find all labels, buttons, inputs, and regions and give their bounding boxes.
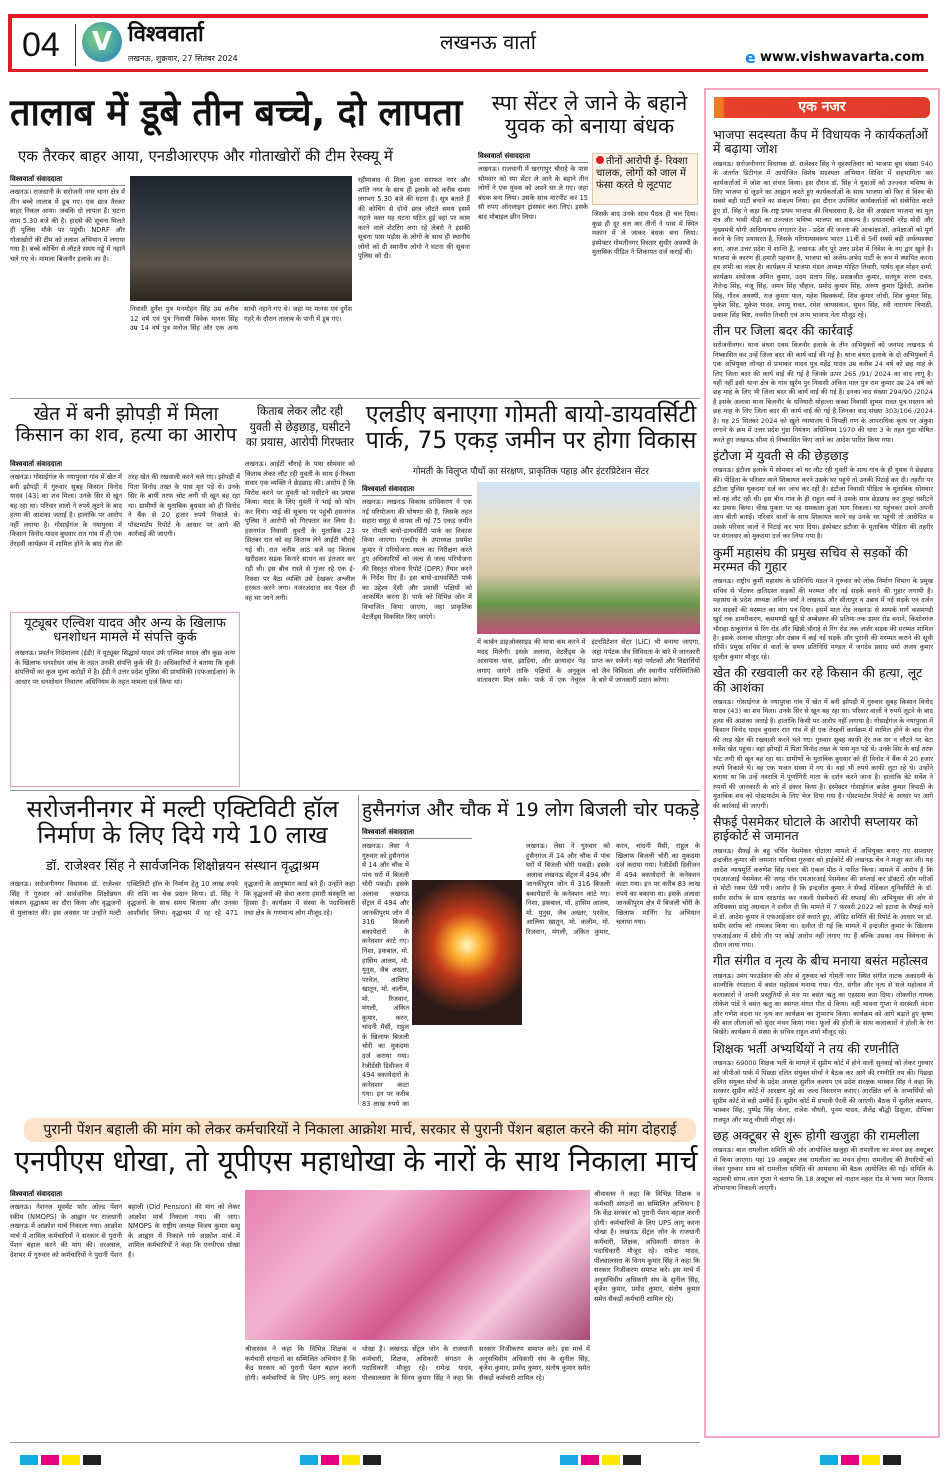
sidebar-article-text: लखनऊ। गोसाईगंज के नयापुरवा गांव में खेत में बनी झोपड़ी में गुरुवार सुबह किसान विनोद यादव (43) का शव मिला। उनके सिर से खून बह रहा था। परिवार वालों ने रुपये लूटने के बाद हत्या की आशंका जताई है। हालांकि किसी पर आरोप नहीं लगाया है। गोसाईगंज के नयापुरवा में किसान विनोद यादव बुधवार रात गांव में ही एक तेरहवीं कार्यक्रम में शामिल होने के बाद रोज की तरह खेत की रखवाली करने चले गए। गुरुवार सुबह काफी देर तक घर न लौटने पर बेटा सर्वेश खेत पहुंचा। वहां झोपड़ी में पिता विनोद तख्त के पास मृत पड़े थे। उनके सिर के बाईं तरफ चोट लगी थी खून बह रहा था। ग्रामीणों के मुताबिक बुधवार को ही विनोद ने बैंक से 20 हजार रुपये निकाले थे। वह एक भजन संध्या में गए थे। वहां भी रुपये काफी लुटा रहे थे। उन्होंने बताया था कि उन्हें नवरात्रि में पूर्णागिरी माता के दर्शन करने जाना है। हालांकि बेटे सर्वेश ने रुपयों की जानकारी के बारे में इंकार किया है। इंस्पेक्टर गोसाईगंज ब्रजेश कुमार त्रिपाठी के मुताबिक शव को पोस्टमार्टम के लिए भेज दिया गया है। पोस्टमार्टम रिपोर्ट के आधार पर आगे की कार्रवाई की जाएगी।	[713, 697, 933, 810]
article-text: निवासी दुर्गेश पुत्र मनमोहन सिंह उम्र करीब 12 वर्ष एवं पुत्र निवासी विवेक मानस सिंह उम्र 14 वर्ष पुत्र मनोज सिंह और एक अन्य साथी नहाने गए थे। जहां पर मानस एवं दुर्गेश गहरे के दौरान तालाब के पानी में डूब गए।	[130, 305, 352, 333]
headline-farmer-body: खेत में बनी झोपड़ी में मिला किसान का शव, हत्या का आरोप	[15, 403, 237, 446]
article-column	[478, 152, 588, 395]
brand-name: विश्ववार्ता	[128, 22, 204, 47]
article-text: लखनऊ। सरोजनीनगर विधायक डॉ. राजेश्वर सिंह ने गुरुवार को सार्वजनिक शिक्षोन्नयन संस्थान वृद्धाश्रम का दौरा किया और वृद्धजनों से मुलाकात की। इस अवसर पर उन्होंने मल्टी एक्टिविटी हॉल के निर्माण हेतु 10 लाख रुपये की राशि का चेक प्रदान किया। डॉ. सिंह ने वृद्धजनों के साथ समय बिताया और उनका आशीर्वाद लिया। वृद्धाश्रम में रह रहे 471 वृद्धजनों के आयुष्मान कार्ड बने हैं। उन्होंने कहा कि वृद्धजनों की सेवा करना हमारी संस्कृति का हिस्सा है। कार्यक्रम में संस्था के पदाधिकारी तथा क्षेत्र के गणमान्य लोग मौजूद रहे।	[10, 880, 355, 917]
byline: विश्ववार्ता संवाददाता	[10, 175, 125, 186]
sidebar-headline: कुर्मी महासंघ की प्रमुख सचिव से सड़कों की मरम्मत की गुहार	[713, 544, 908, 575]
sidebar-headline: भाजपा सदस्यता कैंप में विधायक ने कार्यकर्ताओं में बढ़ाया जोश	[713, 127, 928, 157]
subheadline: एक तैरकर बाहर आया, एनडीआरएफ और गोताखोरों की टीम रेस्क्यू में	[18, 147, 393, 165]
article-text: लखनऊ। प्रवर्तन निदेशालय (ईडी) ने यूट्यूबर सिद्धार्थ यादव उर्फ एल्विश यादव और कुछ अन्य के खिलाफ धनशोधन जांच के तहत उनकी संपत्ति कुर्क की है। अधिकारियों ने बताया कि कुर्क संपत्तियों का कुल मूल्य करोड़ों में है। ईडी ने उत्तर प्रदेश पुलिस की प्राथमिकी (एफआईआर) के आधार पर धनशोधन निवारण अधिनियम के तहत मामला दर्ज किया था।	[15, 649, 235, 686]
red-dot-icon	[596, 156, 604, 164]
sidebar-article-text: लखनऊ। बाल रामलीला समिति की ओर आयोजित खजुहा की रामलीला का मंचन छह अक्टूबर से किया जाएगा। यहां 19 अक्टूबर तक रामलीला का मंचन होगा। रामलीला की तैयारियों को लेकर गुरुवार शाम को रामलीला समिति की आमसभा की बैठक आयोजित की गई। समिति के महामंत्री संगम लाल गुप्ता ने बताया कि 18 अक्टूबर को नादान महल रोड से भव्य भरत मिलाप शोभायात्रा निकाली जाएगी।	[713, 1146, 933, 1193]
article-text: लखनऊ। राजधानी में खरगापुर चौराहे के पास सोमवार को स्पा सेंटर ले जाने के बहाने तीन लोगों ने एक युवक को अपने घर ले गए। जहां बंधक बना लिया। उसके साथ मारपीट कर 15 सौ रुपए ऑनलाइन ट्रांसफर करा लिए। इसके बाद मोबाइल छीन लिया।	[478, 165, 588, 221]
section-title: लखनऊ वार्ता	[440, 30, 536, 54]
article-text: जिसके बाद उनके साथ पैदल ही चल दिया। कुछ ही दूर चल कर तीनों ने पास में स्थित मकान में ले जाकर बंधक बना लिया। इंस्पेक्टर गोमतीनगर विस्तार सुधीर अवस्थी के मुताबिक पीड़ित ने शिकायत दर्ज कराई थी।	[592, 210, 698, 257]
article-text: लखनऊ। लखनऊ विकास प्राधिकरण ने एक नई परियोजना की घोषणा की है, जिसके तहत सहारा समूह से वापस ली गई 75 एकड़ जमीन पर गोमती बायो-डायवर्सिटी पार्क का विकास किया जाएगा। एलडीए के उपाध्यक्ष प्रथमेश कुमार ने परियोजना स्थल का निरीक्षण करते हुए अधिकारियों को जल्द से जल्द परियोजना की विस्तृत योजना रिपोर्ट (DPR) तैयार करने के निर्देश दिए हैं। इस बायो-डायवर्सिटी पार्क का उद्देश्य देसी और प्रवासी पक्षियों को आकर्षित करना है। पार्क को विभिन्न जोन में विभाजित किया जाएगा, जहां प्राकृतिक वेटलैंड्स विकसित किए जाएंगे।	[362, 498, 472, 621]
pull-quote	[592, 153, 698, 205]
article-text: लखनऊ। गोसाईगंज के नयापुरवा गांव में खेत में बनी झोपड़ी में गुरुवार सुबह किसान विनोद यादव (43) का शव मिला। उनके सिर से खून बह रहा था। परिवार वालो ने रुपये लूटने के बाद हत्या की आशंका जताई है। हालांकि पर आरोप नहीं लगाया है। गोसाईगंज के नयापुरवा में किसान विनोद यादव बुधवार रात गांव में ही एक तेरहवीं कार्यक्रम में शामिल होने के बाद रोज की तरह खेत की रखवाली करने चले गए। झोपड़ी में पिता विनोद तख्त के पास मृत पड़े थे। उनके सिर के बायीं तरफ चोट लगी थी खून बह रहा था। ग्रामीणों के मुताबिक बुधवार को ही विनोद ने बैंक से 20 हजार रुपये निकाले थे। पोस्टमार्टम रिपोर्ट के आधार पर आगे की कार्रवाई की जाएगी।	[10, 473, 240, 548]
sidebar-article-text: सरोजनीनगर। थाना बंथरा एवम बिजनौर इलाके के तीन अभियुक्तों को जनपद लखनऊ से निष्कासित कर उन्हें जिला बदर की कार्य वाई की गई है। थाना बंथरा इलाके के दो अभियुक्तों में एक अभियुक्त लोनहा से प्रभाकर यादव पुत्र महेंद्र यादव उम्र करीब 24 वर्ष को छह माह के लिए जिला बदर की कार्य वाई की गई है जिनके ऊपर 265 /91/ 2024 का वाद लागू है। यही नहीं इसी थाना क्षेत्र के गांव खुर्रम पुर निवासी अंकित पाल पुत्र राम कुमार उम्र 24 वर्ष को छह माह के लिए भी जिला बदर की कार्य वाई की गई है। इनका वाद संख्या 294/90 /2024 है इसके अलावा थाना बिजनौर के धनियारी मोहल्ला कस्बा निवासी शुभम रावत पुत्र मस्तान को छह माह के लिए जिला बदर की कार्य वाई की गई है जिनका वाद संख्या 303/106 /2024 है। यह 25 सितंबर 2024 को खुले न्यायालय में विपक्षी गण के आपराधिक कृत्य पर अंकुश लगाने के क्रम में उत्तर प्रदेश गुंडा नियंत्रण अधिनियम 1970 की धारा 3 के तहत गुंडा घोषित करते हुए लखनऊ सीमा से निष्कासित किए जाने का आदेश पारित किया गया।	[713, 341, 933, 444]
sidebar-headline: खेत की रखवाली कर रहे किसान की हत्या, लूट की आशंका	[713, 665, 923, 695]
byline: विश्ववार्ता संवाददाता	[362, 485, 472, 496]
news-photo-power-cable-cutting	[412, 880, 522, 1025]
byline: विश्ववार्ता संवाददाता	[362, 828, 472, 839]
byline: विश्ववार्ता संवाददाता	[10, 1190, 120, 1201]
headline-electricity-theft: हुसैनगंज और चौक में 19 लोग बिजली चोर पकड़े	[362, 799, 700, 821]
edition-date: लखनऊ, शुक्रवार, 27 सितंबर 2024	[128, 54, 238, 63]
sidebar-title: एक नजर	[714, 97, 930, 118]
article-text: लखनऊ। नेशनल मूवमेंट फॉर ओल्ड पेंशन स्कीम (NMOPS) के आह्वान पर राजधानी लखनऊ में आक्रोश मार्च निकाला गया। आक्रोश मार्च में शामिल कर्मचारियों ने सरकार से पुरानी पेंशन बहाल करने की मांग की। दरअसल, देशभर में गुरुवार को कर्मचारियों ने पुरानी पेंशन बहाली (Old Pension) की मांग को लेकर आक्रोश मार्च निकाला गया। की जाए। NMOPS के राष्ट्रीय अध्यक्ष विजय कुमार बन्धु के आह्वान में निकाले गये आक्रोश मार्च में शामिल कर्मचारियों ने कहा कि एनपीएस धोखा है।	[10, 1203, 240, 1259]
boxed-article	[10, 612, 240, 787]
vishwavarta-logo: V	[82, 22, 122, 62]
article-text: श्रीवास्तव ने कहा कि विभिन्न शिक्षक व कर्मचारी संगठनों का सम्मिलित अभियान है कि केंद्र सरकार को पुरानी पेंशन बहाल करनी होगी। कर्मचारियों के लिए UPS लागू करना धोखा है। लखनऊ सेंट्रल जोन के राजधानी कर्मचारी, शिक्षक, अधिकारी संगठन के पदाधिकारी मौजूद रहे। रामेन्द्र यादव, पीलवालसरा के विनय कुमार सिंह ने कहा कि सरकार निजीकरण समाप्त करे। इस मार्च में अनुसचिवीय अधिकारी संघ के सुनील सिंह, बृजेश कुमार, प्रमोद कुमार, संतोष कुमार समेत सैकड़ों कर्मचारी शामिल रहे।	[245, 1345, 590, 1382]
color-registration-marks	[560, 1450, 644, 1469]
article-text: लखनऊ। राजधानी के सरोजनी नगर थाना क्षेत्र में तीन बच्चे तालाब में डूब गए। एक छात्र तैरकर बाहर निकल आया। जबकि दो लापता हैं। घटना शाम 5.30 बजे की है। हादसे की सूचना मिलते ही पुलिस मौके पर पहुंची। NDRF और गोताखोरों की टीम को तलाश अभियान में लगाया गया है। बच्चे कोचिंग से लौटते समय गड्ढे में नहाने चले गए थे। मामला बिजनौर इलाके का है।	[10, 188, 125, 263]
subheadline: डॉ. राजेश्वर सिंह ने सार्वजनिक शिक्षोन्नयन संस्थान वृद्धाश्रम	[45, 859, 320, 874]
banner-old-pension	[24, 1118, 696, 1142]
article-text: लखनऊ। लेसा ने गुरुवार को हुसैनगंज में 14 और चौक में पांच घरों में बिजली चोरी पकड़ी। इसके अलावा लखनऊ सेंट्रल में 494 और जानकीपुरम जोन में 316 बिजली बकायेदारों के कनेक्शन काटे गए। निशा, इकबाल, मो. हासिम आलम, मो. युनुस, जैब अख्तर, परवेज, आलिया खातून, मो. कलीम, मो. रिजवान, मंगली, अंकित कुमार, करन, चांदनी मैसी, राहुल के खिलाफ बिजली चोरी का मुकदमा दर्ज कराया गया। रेजीडेंसी डिवीजन में 494 बकायेदारों के कनेक्शन काटा गया। इन पर करीब 83 लाख रुपये का	[362, 842, 409, 1107]
page-number: 04	[22, 26, 60, 64]
headline-youtuber-elvish: यूट्यूबर एल्विश यादव और अन्य के खिलाफ धनशोधन मामले में संपत्ति कुर्क	[24, 616, 226, 646]
divider	[10, 398, 700, 399]
sidebar-headline: सैफई पेसमेकर घोटाले के आरोपी सप्लायर को हाईकोर्ट से जमानत	[713, 814, 918, 844]
divider	[10, 790, 700, 791]
news-photo-lda-building	[477, 482, 700, 634]
sidebar-headline: गीत संगीत व नृत्य के बीच मनाया बसंत महोत्सव	[713, 953, 928, 969]
sidebar-article-text: लखनऊ। सरोजनीनगर विधायक डॉ. राजेश्वर सिंह ने वृहस्पतिवार को भाजपा बूथ संख्या 540 के अंतर्गत डिटीगंज में आयोजित विशेष सदस्यता अभियान शिविर में सहभागिता कर कार्यकर्ताओं में जोश का संचार किया। इस दौरान डॉ. सिंह ने युवाओं को उज्ज्वल भविष्य के लिए भाजपा से जुड़ने का आह्वान करते हुए कार्यकर्ताओं के साथ भाजपा को फिर से विश्व की सबसे बड़ी पार्टी बनाने का संकल्प लिया। इस दौरान उपस्थित कार्यकर्ताओं को संबोधित करते हुए डॉ. सिंह ने कहा कि राष्ट्र प्रथम भाजपा की विचारधारा है, देश की अखंडता भाजपा का मूल मंत्र और भावी पीढ़ी का उज्ज्वल भविष्य भाजपा का संकल्प है। प्रधानमंत्री नरेंद्र मोदी और मुख्यमंत्री योगी आदित्यनाथ लगातार देश - प्रदेश की जनता की आकांक्षाओं, अपेक्षाओं को पूर्ण करने के लिए प्रयासरत है, जिसके परिणामस्वरूप भारत 11वीं से 5वीं सबसे बड़ी अर्थव्यवस्था बना, आज उत्तर प्रदेश में शान्ति है, लखनऊ और पूरे उत्तर प्रदेश में निवेश के नए द्वार खुले हैं। भाजपा के कारण ही हमारी पहचान है, भाजपा को अजेय-अभेद पार्टी के रूप में स्थापित करना हम सभी का लक्ष्य है। कार्यक्रम में भाजपा मंडल अध्यक्ष मोहित तिवारी, पार्षद बृज मोहन शर्मा, कार्यक्रम संयोजक अमित कुमार, उदय प्रताप सिंह, प्रसन्नजीत कुमार, सतगुरु शरण रावत, शैलेन्द्र सिंह, मंजू सिंह, अमन सिंह चौहान, प्रमोद कुमार सिंह, अरुण कुमार द्विवेदी, अशोक सिंह, गौरव अवस्थी, राज कुमार पाल, महेश विश्वकर्मा, शिव कुमार लोधी, शिव कुमार सिंह, मुकेश सिंह, मुकेश यादव, श्यामू रावत, रमेश जायसवाल, सुमन सिंह, रवी नारायण त्रिपाठी, प्रकाश सिंह बिष्ट, नवनीत तिवारी एवं अन्य भाजपा नेता मौजूद रहे।	[713, 159, 933, 319]
sidebar-headline: छह अक्टूबर से शुरू होगी खजुहा की रामलीला	[713, 1128, 920, 1144]
pull-quote-text: तीनों आरोपी ई- रिक्शा चालक, लोगों को जाल में फंसा करते थे लूटपाट	[596, 156, 688, 191]
divider	[358, 795, 359, 1105]
article-text: में कार्बन डाइऑक्साइड की मात्रा कम करने में मदद मिलेगी। इसके अलावा, वेटलैंड्स के आसपास घास, झाड़ियां, और छायादार पेड़ लगाए जाएंगे ताकि पक्षियों के अनुकूल वातावरण मिल सके। पार्क में एक नेचुरल इंटरप्रिटेशन सेंटर (LIC) भी बनाया जाएगा, जहां पर्यटक जैव विविधता के बारे में जानकारी प्राप्त कर सकेंगे। यहां पर्यटकों और विद्यार्थियों को जैव विविधता और स्थानीय पारिस्थितिकी के बारे में जानकारी प्रदान करेगा।	[477, 638, 700, 685]
sidebar-headline: इंटौजा में युवती से की छेड़छाड़	[713, 447, 849, 463]
sidebar-article-text: लखनऊ। सैफई के बहु चर्चित पेसमेकर घोटाला मामले में अभियुक्त बनाए गए सप्लायर इन्द्रजीत कुमार की जमानत याचिका गुरुवार को हाईकोर्ट की लखनऊ बेंच ने मंजूर कर ली। यह आदेश न्यायमूर्ति करुणेश सिंह पवार की एकल पीठ ने पारित किया। मामले में आरोप है कि एमआरआई पेसमेकर की जगह नॉन एमआरआई पेसमेकर की सप्लाई कर डॉक्टरों और मरीजों से मोटी रकम ऐंठी गयी। आरोप है कि इन्द्रजीत कुमार ने सैफई मेडिकल यूनिवर्सिटी के डॉ. समीर सर्राफ के साथ साठगांठ कर नकली पेसमेकरों की सप्लाई की। अभियुक्त की ओर से अधिवक्ता प्रांशु अग्रवाल ने दलील दी कि मामले में 7 फरवरी 2022 को इटावा के सैफई थाने में डॉ. आदेश कुमार ने एफआईआर दर्ज कराते हुए, ऑडिट समिति की रिपोर्ट के आधार पर डॉ. समीर सर्राफ को नामजद किया था। दलील दी गई कि मामले में इन्द्रजीत कुमार के खिलाफ एफआईआर में सीधे तौर पर कोई आरोप नहीं लगाए गए हैं बल्कि उसका नाम विवेचना के दौरान लाया गया।	[713, 846, 933, 950]
sidebar-article-text: लखनऊ। राष्ट्रीय कुर्मी महासंघ के प्रतिनिधि मंडल ने गुरुवार को लोक निर्माण विभाग के प्रमुख सचिव से भेंटकर क्षतिग्रस्त सड़कों की मरम्मत और नई सड़कें बनाने की गुहार लगायी है। महासंघ के प्रदेश अध्यक्ष अनिल वर्मा ने लखनऊ और सीतापुर व उन्नाव में नई सड़कें एवं दर्जन भर सड़कों की मरम्मत का मांग पत्र दिया। इसमें माल रोड लखनऊ से सम्पर्क मार्ग कसमण्डी खुर्द तक डामरीकरण, कसमण्डी खुर्द से अम्बेडकर की प्रतिमा तक डामर रोड बनाने, किशोरगंज चौराहा ठाकुरगंज से रिंग रोड और खिन्नी चौराहे से रिंग रोड तक जर्जर सड़क की मरम्मत शामिल है। इसके अलावा सीतापुर और उन्नाव में कई नई सड़कें और पुरानी की मरम्मत कराने की सूची सौंपी। प्रमुख सचिव से वार्ता के समय प्रतिनिधि मण्डल में जगदेव प्रसाद वर्मा अजय कुमार सुजीत कुमार मौजूद रहे।	[713, 577, 933, 661]
sidebar-article-text: लखनऊ। इंटौजा इलाके में सोमवार को घर लौट रही युवती के साथ गांव के ही युवक ने छेड़छाड़ की। पीड़िता के परिवार वाले शिकायत करने उसके घर पहुंचे तो उनकी पिटाई कर दी। तहरीर पर इंटौजा पुलिस मुकदमा दर्ज कर जांच कर रही है। इंटौजा निवासी पीड़िता के मुताबिक सोमवार को वह लौट रही थी। इस बीच गांव के ही राहुल वर्मा ने उसके साथ छेड़छाड़ कर दुपट्टा घसीटने का प्रयास किया। चीख पुकार पर वह धमकाता हुआ भाग निकला। घर पहुंचकर उसने अपनी आप बीती बताई। परिवार वालों के साथ शिकायत करने वह उनके घर पहुंची तो आरोपित व उसके परिवार वालों ने पिटाई कर भगा दिया। इंस्पेक्टर इंटौजा के मुताबिक पीड़िता की तहरीर पर मंगलवार को मुकदमा दर्ज कर लिया गया है।	[713, 466, 933, 541]
headline-lda-biodiversity-park: एलडीए बनाएगा गोमती बायो-डायवर्सिटी पार्क, 75 एकड़ जमीन पर होगा विकास	[365, 400, 697, 454]
article-column	[362, 485, 472, 785]
byline: विश्ववार्ता संवाददाता	[10, 460, 120, 471]
divider	[75, 24, 76, 66]
sidebar-article-text: लखनऊ। उमंग फाउंडेशन की ओर से गुरुवार को गोमती नगर स्थित संगीत नाटक अकादमी के वाल्मीकि रंगशाला में बसंत महोत्सव मनाया गया। गीत, संगीत और नृत्य से सजे महोत्सव में कलाकारों ने अपनी प्रस्तुतियों से मंच पर बसंत ऋतु का एहसास करा दिया। लोकगीत गायक लोकेश पांडे ने बसंत ऋतु का स्वागत मंगल गीत से किया। वहीं भावना गुप्ता ने सरस्वती वंदना और गणेश वंदना पर नृत्य कर कार्यक्रम का शुभारंभ किया। कार्यक्रम को आगे बढ़ाते हुए कृष्ण की बाल लीलाओं को सुंदर मंचन किया गया। फूलों की होली के साथ कलाकारों ने होली के रंग बिखेरे। कार्यक्रम में संस्था के सचिव राहुल शर्मा मौजूद रहे।	[713, 971, 933, 1037]
sidebar-article-text: लखनऊ। 69000 शिक्षक भर्ती के मामले में सुप्रीम कोर्ट में होने वाली सुनवाई को लेकर गुरुवार को जीपीओ पार्क में पिछड़ा दलित संयुक्त मोर्चा ने बैठक कर आगे की रणनीति तय की। पिछड़ा दलित संयुक्त मोर्चा के प्रदेश अध्यक्ष सुशील कश्यप एवं प्रदेश संरक्षक भास्कर सिंह ने कहा कि सरकार सुप्रीम कोर्ट में आरक्षण मुद्दे का जल्द निस्तारण कराए। आरक्षित वर्ग के अभ्यर्थियों को सुप्रीम कोर्ट से बड़ी उम्मीदें हैं। सुप्रीम कोर्ट में प्रभावी पैरवी की जाएगी। बैठक में सुशील कश्यप, भास्कर सिंह, पुष्पेंद्र सिंह जेलर, राजेश चौधरी, पूनम यादव, शैलेंद्र बौद्धी डिसूजा, दीपिका राजपूत और मातू चौधरी मौजूद रहे।	[713, 1059, 933, 1124]
headline-girl-harassed: किताब लेकर लौट रही युवती से छेड़छाड़, घसीटने का प्रयास, आरोपी गिरफ्तार	[245, 404, 355, 450]
article-block	[10, 1190, 240, 1435]
news-photo-rescue-night	[130, 176, 352, 301]
internet-explorer-icon: e	[745, 48, 756, 67]
article-text: श्रीवास्तव ने कहा कि विभिन्न शिक्षक व कर्मचारी संगठनों का सम्मिलित अभियान है कि केंद्र सरकार को पुरानी पेंशन बहाल करनी होगी। कर्मचारियों के लिए UPS लागू करना धोखा है। लखनऊ सेंट्रल जोन के राजधानी कर्मचारी, शिक्षक, अधिकारी संगठन के पदाधिकारी मौजूद रहे। रामेन्द्र यादव, पीलवालसरा के विनय कुमार सिंह ने कहा कि सरकार निजीकरण समाप्त करे। इस मार्च में अनुसचिवीय अधिकारी संघ के सुनील सिंह, बृजेश कुमार, प्रमोद कुमार, संतोष कुमार समेत सैकड़ों कर्मचारी शामिल रहे।	[594, 1190, 700, 1304]
headline-spa-center: स्पा सेंटर ले जाने के बहाने युवक को बनाया बंधक	[491, 91, 688, 138]
byline: विश्ववार्ता संवाददाता	[478, 152, 588, 163]
sidebar-headline: शिक्षक भर्ती अभ्यर्थियों ने तय की रणनीति	[713, 1040, 899, 1056]
headline-pond-drowning: तालाब में डूबे तीन बच्चे, दो लापता	[10, 91, 463, 134]
banner-text: पुरानी पेंशन बहाली की मांग को लेकर कर्मचारियों ने निकाला आक्रोश मार्च, सरकार से पुरानी पेंशन बहाल करने की मांग दोहराई	[43, 1122, 677, 1138]
sidebar-news-list	[713, 124, 933, 1434]
news-photo-pension-march	[245, 1190, 590, 1340]
article-block	[362, 828, 700, 840]
article-block	[10, 460, 240, 605]
divider	[10, 1442, 700, 1443]
color-registration-marks	[820, 1450, 904, 1469]
sidebar-headline: तीन पर जिला बदर की कार्रवाई	[713, 322, 853, 338]
color-registration-marks	[300, 1450, 384, 1469]
headline-nps-march: एनपीएस धोखा, तो यूपीएस महाधोखा के नारों के साथ निकाला मार्च	[14, 1144, 698, 1178]
subheadline: गोमती के विलुप्त पौधों का संरक्षण, प्राकृतिक पहाड़ और इंटरप्रिटेशन सेंटर	[413, 467, 649, 477]
website-link[interactable]: www.vishwavarta.com	[760, 50, 925, 65]
article-column	[10, 175, 125, 395]
article-text: रहीमाबाद से मिला हुआ सराफत नगर और शांति नगर के साथ ही इलाके को करीब समय लगभग 5.30 बजे की घटना है। सूत्र बताते हैं की कोचिंग से दोनो छात्र लौटते समय इसमें नहाते वक्त यह घटना घटित हुई वहां पर काम करने वाले शेटरिंग लगा रहे लेबरो ने इसकी सूचना पास पड़ोस के लोगो के साथ ही स्थानीय लोगो को दी स्थानीय लोगो ने घटना की सूचना पुलिस को दी।	[358, 176, 470, 261]
headline-multi-activity-hall: सरोजनीनगर में मल्टी एक्टिविटी हॉल निर्माण के लिए दिये गये 10 लाख	[26, 795, 339, 849]
article-text: लखनऊ। आईटी चौराहे के पास सोमवार को किताब लेकर लौट रही युवती के साथ ई-रिक्शा सवार एक व्यक्ति ने छेड़छाड़ की। आरोप है कि विरोध करने पर युवती को घसीटने का प्रयास किया। मदद के लिए युवती ने भाई को फोन कर दिया। भाई की सूचना पर पहुंची हसनगंज पुलिस ने आरोपी को गिरफ्तार कर लिया है। हसनगंज निवासी युवती के मुताबिक 23 सितंबर रात को वह किताब लेने आईटी चौराहे गई थी। रात करीब आठ बजे वह किताब खरीदकर सड़क किनारे साधन का इंतजार कर रही थी। इस बीच रास्ते से गुजर रहे एक ई-रिक्शा पर बैठा व्यक्ति उसे देखकर अश्लील हरकत करने लगा। नजरअंदाज कर पैदल ही वह घर जाने लगी।	[245, 460, 355, 602]
color-registration-marks	[20, 1450, 104, 1469]
article-text: लखनऊ। लेसा ने गुरुवार को हुसैनगंज में 14 और चौक में पांच घरों में बिजली चोरी पकड़ी। इसके अलावा लखनऊ सेंट्रल में 494 और जानकीपुरम जोन में 316 बिजली बकायेदारों के कनेक्शन काटे गए। निशा, इकबाल, मो. हासिम आलम, मो. युनुस, जैब अख्तर, परवेज, आलिया खातून, मो. कलीम, मो. रिजवान, मंगली, अंकित कुमार, करन, चांदनी मैसी, राहुल के खिलाफ बिजली चोरी का मुकदमा दर्ज कराया गया। रेजीडेंसी डिवीजन में 494 बकायेदारों के कनेक्शन काटा गया। इन पर करीब 83 लाख रुपये का बकाया था। इसके अलावा जानकीपुरम क्षेत्र में बिजली चोरी के खिलाफ मार्निंग रेड अभियान चलाया गया।	[526, 842, 700, 936]
